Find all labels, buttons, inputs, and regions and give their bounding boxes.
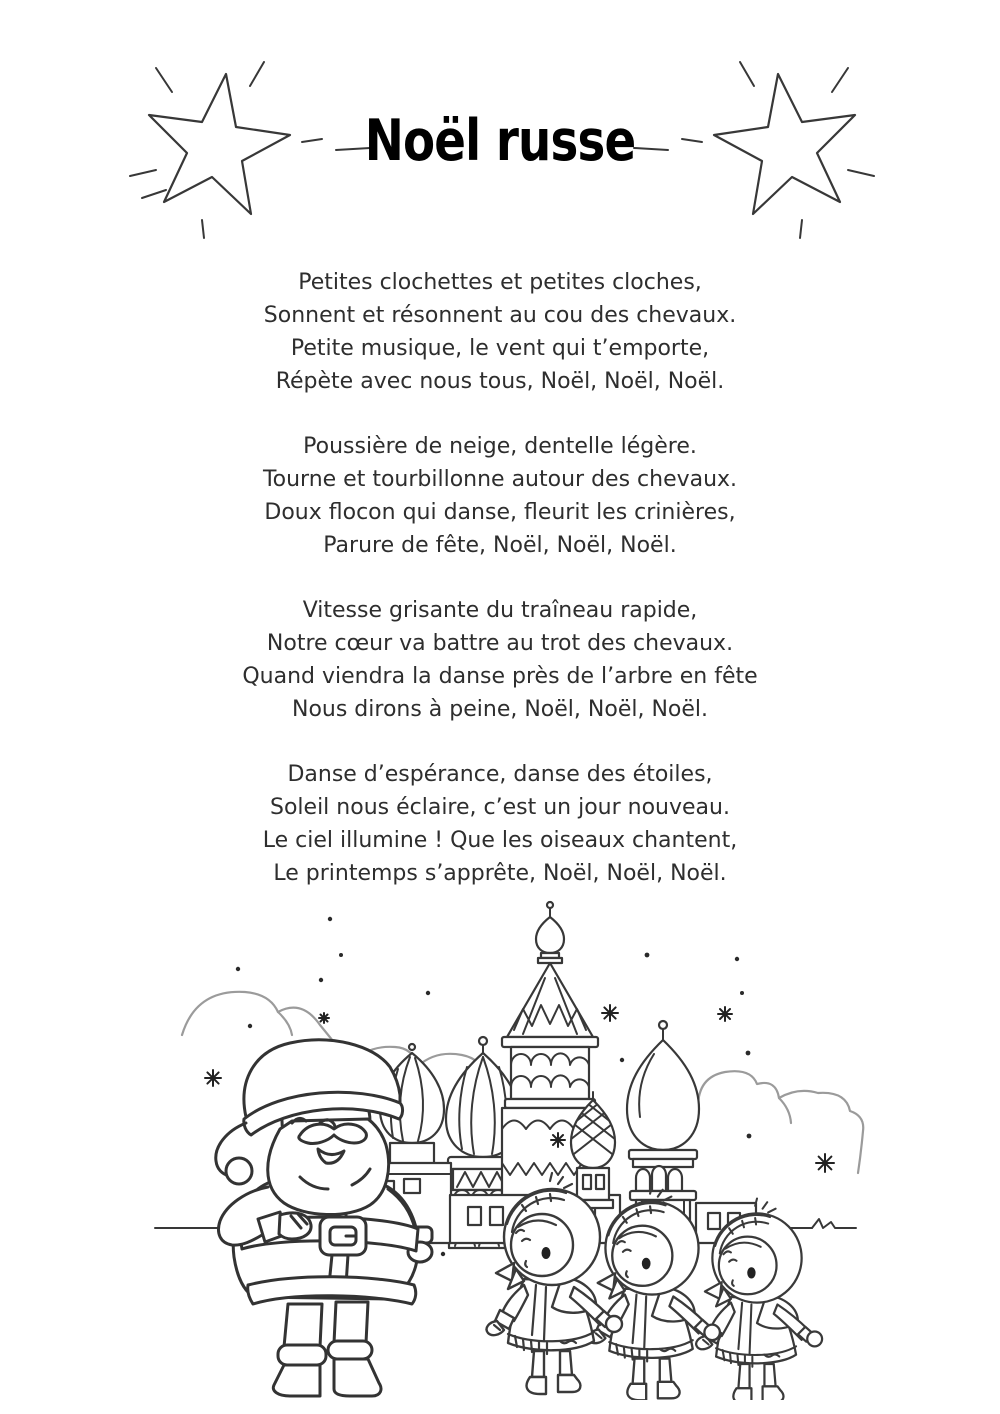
santa-boot: [334, 1359, 381, 1396]
lyric-line: Petite musique, le vent qui t’emporte,: [290, 336, 710, 361]
lyric-line: Danse d’espérance, danse des étoiles,: [287, 762, 713, 787]
lyric-line: Le printemps s’apprête, Noël, Noël, Noël.: [273, 861, 727, 886]
stanza-2: [0, 430, 1000, 562]
lyric-line: Vitesse grisante du traîneau rapide,: [302, 598, 698, 623]
lyric-line: Doux flocon qui danse, fleurit les crinières,: [264, 500, 736, 525]
lyric-line: Nous dirons à peine, Noël, Noël, Noël.: [291, 697, 709, 722]
lyric-line: Notre cœur va battre au trot des chevaux.: [266, 631, 734, 656]
lyrics: [0, 266, 1000, 922]
santa-pompom: [226, 1158, 252, 1184]
lyric-line: Quand viendra la danse près de l’arbre en fête: [242, 664, 758, 689]
lyric-line: Le ciel illumine ! Que les oiseaux chantent,: [262, 828, 738, 853]
cloud-right: [698, 1071, 863, 1173]
santa-claus: [216, 1040, 432, 1396]
stanza-4: [0, 758, 1000, 890]
lyric-line: Tourne et tourbillonne autour des chevaux.: [262, 467, 738, 492]
santa-boot: [273, 1365, 320, 1396]
santa-glove: [279, 1213, 311, 1239]
santa-leg: [334, 1302, 368, 1343]
lyric-line: Petites clochettes et petites cloches,: [298, 270, 702, 295]
grass-tuft: [812, 1219, 856, 1228]
santa-coat-hem: [248, 1277, 416, 1304]
stanza-3: [0, 594, 1000, 726]
page-title: Noël russe: [364, 108, 636, 174]
coloring-illustration: [150, 895, 870, 1400]
lyric-line: Poussière de neige, dentelle légère.: [303, 434, 697, 459]
santa-leg: [284, 1304, 322, 1347]
lyric-line: Répète avec nous tous, Noël, Noël, Noël.: [275, 369, 725, 394]
stanza-1: [0, 266, 1000, 398]
lyric-line: Parure de fête, Noël, Noël, Noël.: [323, 533, 677, 558]
lyric-line: Sonnent et résonnent au cou des chevaux.: [263, 303, 737, 328]
lyric-line: Soleil nous éclaire, c’est un jour nouveau.: [270, 795, 730, 820]
